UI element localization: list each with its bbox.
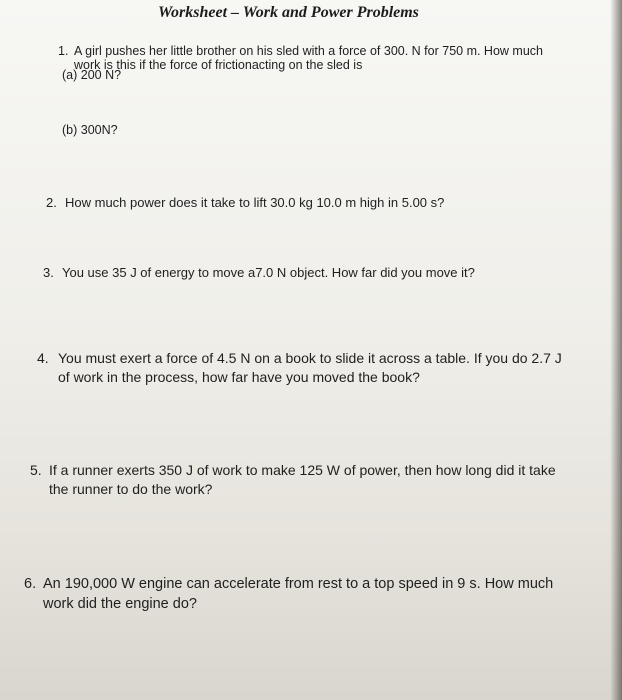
question-text-line: An 190,000 W engine can accelerate from rest to a top speed in 9 s. How much	[43, 576, 554, 592]
question-1	[58, 44, 543, 72]
question-number: 4.	[37, 350, 49, 366]
question-number: 1.	[58, 44, 69, 58]
question-5	[30, 461, 556, 499]
question-text-line: You use 35 J of energy to move a7.0 N object. How far did you move it?	[62, 265, 475, 280]
worksheet-title: Worksheet – Work and Power Problems	[158, 4, 419, 21]
question-number: 2.	[46, 195, 57, 210]
question-6	[24, 574, 553, 614]
question-text-line: If a runner exerts 350 J of work to make 125 W of power, then how long did it take	[49, 462, 556, 478]
question-text-line: work is this if the force of frictionacting on the sled is	[74, 58, 363, 72]
question-text-line: A girl pushes her little brother on his sled with a force of 300. N for 750 m. How much	[74, 44, 543, 58]
question-number: 5.	[30, 462, 42, 478]
question-1-part-a: (a) 200 N?	[62, 68, 122, 82]
question-number: 3.	[43, 265, 54, 280]
question-text-line: work did the engine do?	[43, 596, 197, 612]
question-3	[43, 265, 475, 280]
question-text-line: the runner to do the work?	[49, 481, 213, 497]
question-4	[37, 349, 562, 387]
question-number: 6.	[24, 576, 37, 592]
question-1-part-b: (b) 300N?	[62, 123, 118, 137]
question-2	[46, 195, 444, 210]
question-text-line: You must exert a force of 4.5 N on a book to slide it across a table. If you do 2.7 J	[58, 350, 562, 366]
question-text-line: How much power does it take to lift 30.0 kg 10.0 m high in 5.00 s?	[65, 195, 445, 210]
question-text-line: of work in the process, how far have you moved the book?	[58, 369, 420, 385]
